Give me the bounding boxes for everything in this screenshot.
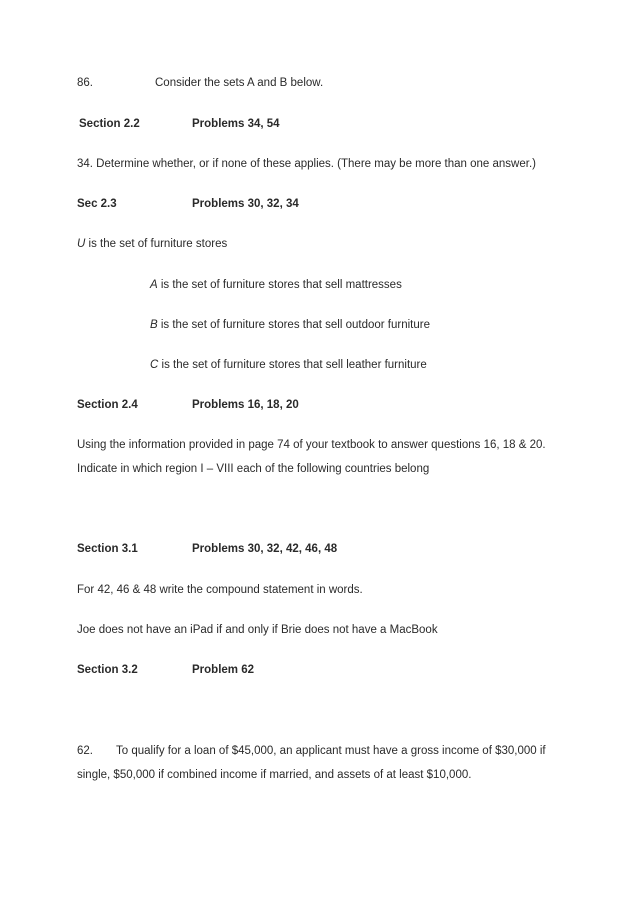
section-2-2-problems: Problems 34, 54 bbox=[192, 118, 280, 130]
question-86-number: 86. bbox=[77, 77, 93, 89]
question-86-text: Consider the sets A and B below. bbox=[155, 77, 324, 89]
set-b-text: is the set of furniture stores that sell outdoor furniture bbox=[157, 319, 430, 331]
set-c-text: is the set of furniture stores that sell leather furniture bbox=[158, 359, 427, 371]
universe-text: is the set of furniture stores bbox=[85, 238, 228, 250]
section-2-3-problems: Problems 30, 32, 34 bbox=[192, 198, 299, 210]
section-2-3-label: Sec 2.3 bbox=[77, 198, 117, 210]
section-2-4-instructions: Using the information provided in page 74 of your textbook to answer questions 16, 18 & 20. bbox=[77, 439, 546, 451]
section-3-1-problems: Problems 30, 32, 42, 46, 48 bbox=[192, 543, 338, 555]
set-a-text: is the set of furniture stores that sell mattresses bbox=[157, 279, 402, 291]
compound-statement: Joe does not have an iPad if and only if Brie does not have a MacBook bbox=[77, 624, 438, 636]
set-b-variable: B bbox=[150, 319, 158, 331]
question-62-line1: To qualify for a loan of $45,000, an applicant must have a gross income of $30,000 if bbox=[116, 745, 546, 757]
section-2-4-label: Section 2.4 bbox=[77, 399, 138, 411]
section-3-2-problems: Problem 62 bbox=[192, 664, 254, 676]
question-34-text: 34. Determine whether, or if none of these applies. (There may be more than one answer.) bbox=[77, 158, 536, 170]
set-b-definition bbox=[150, 318, 430, 332]
question-62-line2: single, $50,000 if combined income if married, and assets of at least $10,000. bbox=[77, 769, 472, 781]
section-2-2-label: Section 2.2 bbox=[79, 118, 140, 130]
set-c-variable: C bbox=[150, 359, 159, 371]
question-62-number: 62. bbox=[77, 745, 93, 757]
set-c-definition bbox=[150, 358, 427, 372]
compound-instructions: For 42, 46 & 48 write the compound statement in words. bbox=[77, 584, 363, 596]
section-3-2-label: Section 3.2 bbox=[77, 664, 138, 676]
universe-variable: U bbox=[77, 238, 86, 250]
section-2-4-region-instructions: Indicate in which region I – VIII each of the following countries belong bbox=[77, 463, 430, 475]
section-2-4-problems: Problems 16, 18, 20 bbox=[192, 399, 299, 411]
set-a-variable: A bbox=[150, 279, 158, 291]
universe-definition bbox=[77, 237, 227, 251]
set-a-definition bbox=[150, 278, 402, 292]
section-3-1-label: Section 3.1 bbox=[77, 543, 138, 555]
